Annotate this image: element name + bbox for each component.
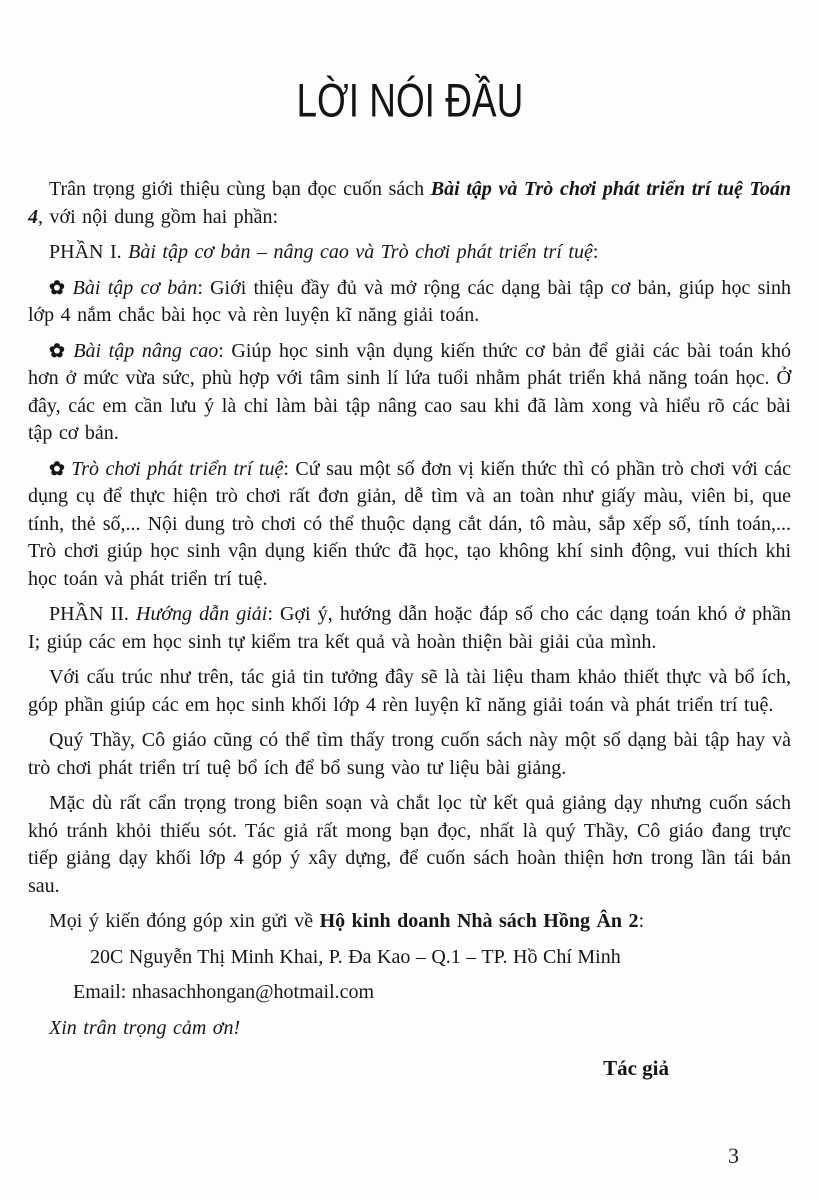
part-1-heading-segment: Bài tập cơ bản – nâng cao và Trò chơi phát triển trí tuệ xyxy=(128,241,593,264)
part-2-heading xyxy=(28,601,791,656)
page-number: 3 xyxy=(728,1143,739,1168)
thanks-line-segment: Xin trân trọng cảm ơn! xyxy=(49,1016,241,1039)
email-line-segment: Email: nhasachhongan@hotmail.com xyxy=(73,981,375,1004)
structure-paragraph xyxy=(28,664,791,719)
intro-paragraph xyxy=(28,176,791,231)
part-2-heading-segment: Hướng dẫn giải xyxy=(136,603,268,626)
feedback-paragraph-segment: Mọi ý kiến đóng góp xin gửi về xyxy=(49,910,320,933)
bullet-bai-tap-nang-cao-segment: Bài tập nâng cao xyxy=(73,339,219,362)
address-line xyxy=(28,944,791,972)
title-wrap xyxy=(28,46,791,150)
bullet-bai-tap-co-ban-segment: Bài tập cơ bản xyxy=(72,276,198,299)
apology-paragraph xyxy=(28,790,791,900)
bullet-bai-tap-nang-cao xyxy=(28,338,791,448)
email-line xyxy=(28,979,791,1007)
thanks-line xyxy=(28,1015,791,1043)
part-1-heading xyxy=(28,239,791,267)
bullet-bai-tap-co-ban xyxy=(28,275,791,330)
bullet-tro-choi-segment: Trò chơi phát triển trí tuệ xyxy=(71,457,284,480)
bullet-tro-choi-segment: : Cứ sau một số đơn vị kiến thức thì có phần trò chơi với các dụng cụ để thực hiện trò chơi rất đơn giản, dễ tìm và an toàn như giấy màu, viên bi, que tính, thẻ số,... Nội dung trò chơi có thể thuộc dạng cắt dán, tô màu, sắp xếp số, tính toán,... Trò chơi giúp học sinh vận dụng kiến thức đã học, tạo không khí sinh động, vui thích khi học toán và phát triển trí tuệ. xyxy=(28,457,792,590)
bullet-bai-tap-nang-cao-segment: ✿ xyxy=(49,340,74,362)
feedback-paragraph xyxy=(28,908,791,936)
intro-paragraph-segment: Bài tập và Trò chơi phát triển trí tuệ Toán 4 xyxy=(28,178,791,228)
page-title: LỜI NÓI ĐẦU xyxy=(296,74,523,127)
apology-paragraph-segment: Mặc dù rất cẩn trọng trong biên soạn và chắt lọc từ kết quả giảng dạy nhưng cuốn sách khó tránh khỏi thiếu sót. Tác giả rất mong bạn đọc, nhất là quý Thầy, Cô giáo đang trực tiếp giảng dạy khối lớp 4 góp ý xây dựng, để cuốn sách hoàn thiện hơn trong lần tái bản sau. xyxy=(28,792,791,897)
intro-paragraph-segment: Trân trọng giới thiệu cùng bạn đọc cuốn sách xyxy=(49,178,431,201)
part-1-heading-segment: PHẦN I. xyxy=(49,241,129,264)
part-2-heading-segment: PHẦN II. xyxy=(49,603,136,626)
part-2-heading-segment: : Gợi ý, hướng dẫn hoặc đáp số cho các dạng toán khó ở phần I; giúp các em học sinh tự kiểm tra kết quả và hoàn thiện bài giải của mình. xyxy=(28,603,791,653)
teachers-paragraph-segment: Quý Thầy, Cô giáo cũng có thể tìm thấy trong cuốn sách này một số dạng bài tập hay và trò chơi phát triển trí tuệ bổ ích để bổ sung vào tư liệu bài giảng. xyxy=(28,729,791,779)
part-1-heading-segment: : xyxy=(592,241,599,264)
structure-paragraph-segment: Với cấu trúc như trên, tác giả tin tưởng đây sẽ là tài liệu tham khảo thiết thực và bổ ích, góp phần giúp các em học sinh khối lớp 4 rèn luyện kĩ năng giải toán và phát triển trí tuệ. xyxy=(28,666,791,716)
teachers-paragraph xyxy=(28,727,791,782)
intro-paragraph-segment: , với nội dung gồm hai phần: xyxy=(38,205,279,228)
bullet-tro-choi-segment: ✿ xyxy=(49,458,72,480)
address-line-segment: 20C Nguyễn Thị Minh Khai, P. Đa Kao – Q.1 – TP. Hồ Chí Minh xyxy=(90,945,621,968)
bullet-bai-tap-co-ban-segment: ✿ xyxy=(49,277,73,299)
bullet-tro-choi xyxy=(28,456,791,594)
paragraphs-container xyxy=(28,176,791,1042)
bullet-bai-tap-nang-cao-segment: : Giúp học sinh vận dụng kiến thức cơ bản để giải các bài toán khó hơn ở mức vừa sức, phù hợp với tâm sinh lí lứa tuổi nhằm phát triển khả năng toán học. Ở đây, các em cần lưu ý là chỉ làm bài tập nâng cao sau khi đã làm xong và hiểu rõ các bài tập cơ bản. xyxy=(28,339,791,445)
feedback-paragraph-segment: : xyxy=(638,910,645,933)
feedback-paragraph-segment: Hộ kinh doanh Nhà sách Hồng Ân 2 xyxy=(319,910,639,933)
author-signature: Tác giả xyxy=(603,1056,669,1081)
bullet-bai-tap-co-ban-segment: : Giới thiệu đầy đủ và mở rộng các dạng bài tập cơ bản, giúp học sinh lớp 4 nắm chắc bài học và rèn luyện kĩ năng giải toán. xyxy=(28,276,791,327)
